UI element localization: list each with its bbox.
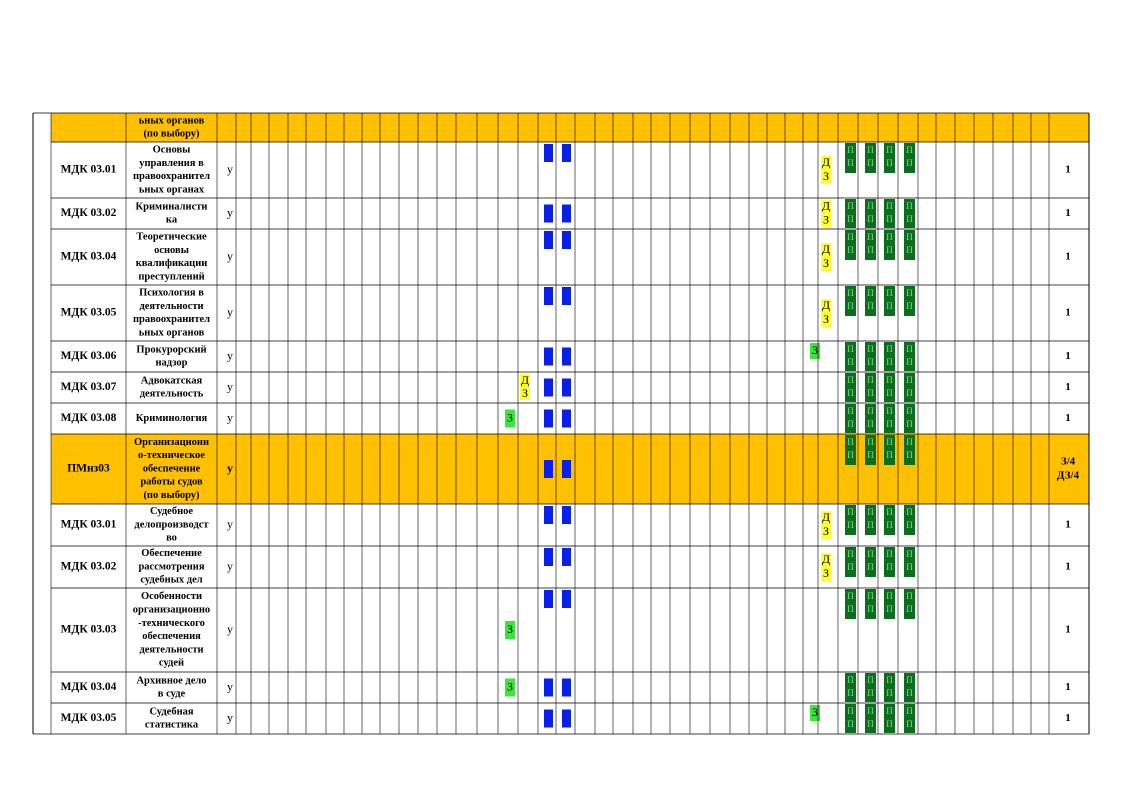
section-row-fill [51,113,1089,142]
row-name-line: Особенности [140,591,203,603]
row-total: 1 [1065,250,1071,263]
practice-letter: П [867,406,874,417]
row-name-line: (по выбору) [143,490,200,502]
diff-credit-letter: Д [821,551,831,566]
row-name-line: правоохранител [132,314,211,326]
practice-letter: П [847,245,854,256]
row-code: МДК 03.01 [60,163,117,176]
diff-credit-letter: З [822,255,830,270]
row-name-line: делопроизводст [134,519,209,531]
row-name-line: рассмотрения [138,561,205,573]
practice-letter: П [867,675,874,686]
practice-letter: П [886,520,893,531]
practice-letter: П [847,232,854,243]
practice-letter: П [886,507,893,518]
row-name-line: работы судов [140,476,203,488]
row-name-line: Судебная [149,706,194,718]
practice-letter: П [906,706,913,717]
row-name-line: надзор [155,357,188,369]
credit-letter: З [811,704,819,719]
row-name-line: правоохранител [132,171,211,183]
practice-letter: П [886,245,893,256]
practice-letter: П [906,549,913,560]
practice-letter: П [847,562,854,573]
credit-letter: З [811,342,819,357]
session-block [562,287,571,305]
practice-letter: П [847,437,854,448]
practice-letter: П [847,604,854,615]
session-block [562,590,571,608]
row-name-line: судей [158,657,185,669]
row-name-line: Судебное [149,506,194,518]
row-form: у [227,304,233,319]
practice-letter: П [906,245,913,256]
practice-letter: П [867,344,874,355]
practice-letter: П [867,201,874,212]
practice-letter: П [906,388,913,399]
session-block [544,287,553,305]
practice-letter: П [906,604,913,615]
practice-letter: П [867,214,874,225]
session-block [562,410,571,428]
practice-letter: П [847,288,854,299]
row-name-line: Психология в [139,287,204,299]
session-block [562,460,571,478]
practice-letter: П [867,688,874,699]
practice-letter: П [847,388,854,399]
practice-letter: П [886,675,893,686]
row-name-line: Адвокатская [140,375,203,387]
row-code: МДК 03.05 [60,306,117,319]
practice-letter: П [867,719,874,730]
row-total: 1 [1065,381,1071,394]
practice-letter: П [906,591,913,602]
session-block [562,679,571,697]
practice-letter: П [847,344,854,355]
practice-letter: П [867,158,874,169]
row-code: МДК 03.07 [60,381,117,394]
practice-letter: П [847,450,854,461]
practice-letter: П [906,406,913,417]
row-name-line: ьных органах [138,184,205,196]
diff-credit-letter: З [822,311,830,326]
session-block [562,348,571,366]
practice-letter: П [867,288,874,299]
practice-letter: П [847,520,854,531]
practice-letter: П [906,288,913,299]
row-name-line: деятельность [139,388,204,400]
row-total: 1 [1065,306,1071,319]
practice-letter: П [886,719,893,730]
practice-letter: П [867,591,874,602]
row-name-line: Обеспечение [141,548,202,560]
session-block [544,548,553,566]
session-block [544,410,553,428]
practice-letter: П [886,591,893,602]
session-block [562,506,571,524]
practice-letter: П [906,301,913,312]
practice-letter: П [847,675,854,686]
row-code: МДК 03.04 [60,681,117,694]
row-form: у [227,621,233,636]
practice-letter: П [886,549,893,560]
practice-letter: П [886,344,893,355]
practice-letter: П [906,214,913,225]
practice-letter: П [906,201,913,212]
session-block [544,679,553,697]
diff-credit-letter: З [822,168,830,183]
row-total: 1 [1065,350,1071,363]
row-code: МДК 03.03 [60,623,117,636]
session-block [544,379,553,397]
credit-letter: З [506,410,514,425]
row-code: МДК 03.04 [60,250,117,263]
practice-letter: П [867,375,874,386]
practice-letter: П [867,245,874,256]
row-code: МДК 03.05 [60,712,117,725]
row-code: МДК 03.01 [60,518,117,531]
practice-letter: П [867,419,874,430]
practice-letter: П [906,419,913,430]
row-total: 1 [1065,518,1071,531]
practice-letter: П [886,232,893,243]
practice-letter: П [847,158,854,169]
practice-letter: П [867,388,874,399]
practice-letter: П [906,344,913,355]
session-block [562,231,571,249]
row-total: 1 [1065,163,1071,176]
practice-letter: П [847,201,854,212]
diff-credit-letter: З [822,523,830,538]
practice-letter: П [847,719,854,730]
practice-letter: П [867,604,874,615]
session-block [562,205,571,223]
diff-credit-letter: З [822,212,830,227]
row-total: 1 [1065,207,1071,220]
practice-letter: П [886,406,893,417]
row-name-line: организационно [132,604,211,616]
row-form: у [227,379,233,394]
diff-credit-letter: Д [821,509,831,524]
row-form: у [227,460,233,475]
session-block [544,710,553,728]
row-name-line: статистика [144,719,199,731]
practice-letter: П [867,357,874,368]
row-name-line: управления в [139,157,204,169]
row-total: ДЗ/4 [1056,469,1080,482]
row-name-line: Теоретические [136,231,207,243]
practice-letter: П [847,375,854,386]
row-form: у [227,410,233,425]
practice-letter: П [886,706,893,717]
practice-letter: П [886,388,893,399]
row-code: МДК 03.08 [60,412,117,425]
session-block [544,460,553,478]
row-name-line: Криминология [135,412,208,424]
practice-letter: П [886,604,893,615]
diff-credit-letter: Д [821,198,831,213]
practice-letter: П [867,549,874,560]
practice-letter: П [906,675,913,686]
practice-letter: П [886,562,893,573]
row-name-line: ьных органов [138,115,205,127]
row-form: у [227,348,233,363]
session-block [562,144,571,162]
practice-letter: П [847,507,854,518]
row-name-line: деятельности [139,644,204,656]
practice-letter: П [867,437,874,448]
practice-letter: П [886,201,893,212]
row-total: 1 [1065,560,1071,573]
practice-letter: П [847,406,854,417]
practice-letter: П [867,301,874,312]
practice-letter: П [886,301,893,312]
session-block [562,710,571,728]
diff-credit-letter: Д [821,154,831,169]
row-name-line: во [166,532,177,544]
practice-letter: П [847,301,854,312]
row-form: у [227,161,233,176]
practice-letter: П [906,507,913,518]
practice-letter: П [847,419,854,430]
practice-letter: П [886,450,893,461]
row-name-line: Организационн [133,436,210,448]
practice-letter: П [906,520,913,531]
row-name-line: (по выбору) [143,128,200,140]
row-name-line: обеспечение [142,463,201,475]
session-block [562,548,571,566]
row-form: у [227,248,233,263]
practice-letter: П [886,688,893,699]
row-code: МДК 03.02 [60,560,117,573]
row-name-line: о-техническое [138,450,205,462]
practice-letter: П [847,549,854,560]
session-block [562,379,571,397]
diff-credit-letter: З [822,565,830,580]
row-name-line: квалификации [135,258,208,270]
row-code: МДК 03.02 [60,207,117,220]
practice-letter: П [906,450,913,461]
row-name-line: Основы [152,144,191,156]
row-total: 1 [1065,712,1071,725]
row-name-line: обеспечения [142,631,201,643]
row-name-line: Архивное дело [136,675,207,687]
practice-letter: П [886,288,893,299]
session-block [544,506,553,524]
practice-letter: П [867,706,874,717]
session-block [544,205,553,223]
row-name-line: ьных органов [138,327,205,339]
row-name-line: Прокурорский [136,344,207,356]
row-form: у [227,710,233,725]
practice-letter: П [886,214,893,225]
practice-letter: П [906,375,913,386]
practice-letter: П [847,688,854,699]
row-name-line: Криминалисти [135,201,208,213]
row-total: З/4 [1060,455,1076,468]
credit-letter: З [506,621,514,636]
practice-letter: П [906,719,913,730]
practice-letter: П [867,507,874,518]
practice-letter: П [886,158,893,169]
row-total: 1 [1065,412,1071,425]
practice-letter: П [867,145,874,156]
practice-letter: П [867,232,874,243]
row-name-line: в суде [157,688,186,700]
row-total: 1 [1065,623,1071,636]
diff-credit-letter: Д [821,241,831,256]
practice-letter: П [906,357,913,368]
practice-letter: П [886,375,893,386]
practice-letter: П [847,214,854,225]
row-name-line: деятельности [139,300,204,312]
row-name-line: основы [154,244,189,256]
practice-letter: П [886,437,893,448]
session-block [544,590,553,608]
row-name-line: ка [165,214,178,226]
practice-letter: П [847,591,854,602]
session-block [544,231,553,249]
practice-letter: П [847,145,854,156]
practice-letter: П [906,232,913,243]
diff-credit-letter: З [521,385,529,400]
practice-letter: П [867,520,874,531]
practice-letter: П [847,357,854,368]
row-name-line: преступлений [138,271,205,283]
row-name-line: -технического [138,617,205,629]
practice-letter: П [886,145,893,156]
row-code: МДК 03.06 [60,350,117,363]
practice-letter: П [867,562,874,573]
practice-letter: П [906,688,913,699]
session-block [544,348,553,366]
row-form: у [227,205,233,220]
practice-letter: П [886,357,893,368]
diff-credit-letter: Д [520,372,530,387]
session-block [544,144,553,162]
practice-letter: П [906,158,913,169]
row-name-line: судебных дел [140,574,203,586]
row-form: у [227,558,233,573]
row-code: ПМнз03 [67,462,110,475]
practice-letter: П [847,706,854,717]
credit-letter: З [506,679,514,694]
practice-letter: П [886,419,893,430]
practice-letter: П [906,562,913,573]
row-form: у [227,516,233,531]
row-form: у [227,679,233,694]
practice-letter: П [906,437,913,448]
practice-letter: П [906,145,913,156]
diff-credit-letter: Д [821,297,831,312]
practice-letter: П [867,450,874,461]
row-total: 1 [1065,681,1071,694]
